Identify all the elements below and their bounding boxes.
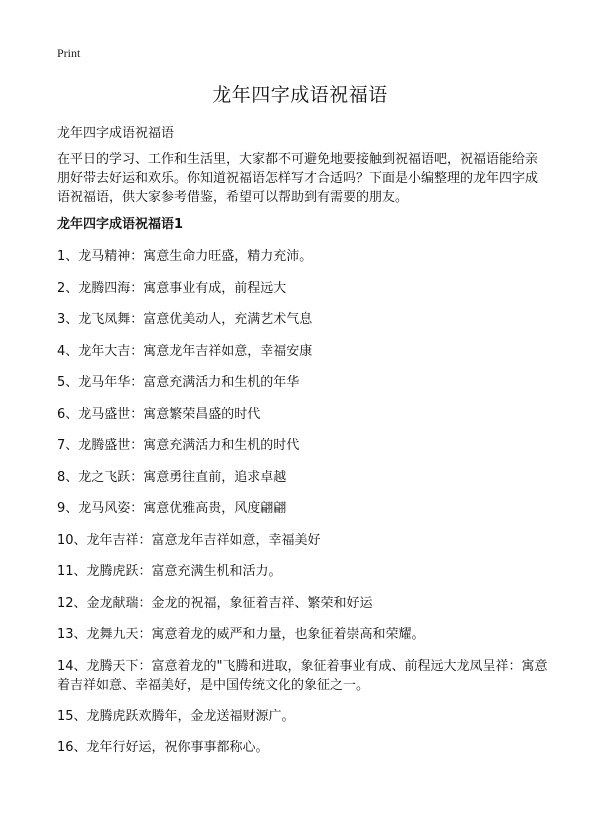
list-item: 13、龙舞九天：寓意着龙的威严和力量，也象征着崇高和荣耀。 bbox=[57, 627, 425, 642]
list-item: 14、龙腾天下：富意着龙的"飞腾和进取，象征着事业有成、前程远大龙凤呈祥：寓意着吉祥如意、幸福美好，是中国传统文化的象征之一。 bbox=[57, 658, 548, 693]
list-item: 1、龙马精神：寓意生命力旺盛，精力充沛。 bbox=[57, 249, 313, 264]
print-link[interactable]: Print bbox=[57, 46, 81, 60]
list-item: 2、龙腾四海：寓意事业有成，前程远大 bbox=[57, 280, 287, 296]
list-item: 6、龙马盛世：寓意繁荣昌盛的时代 bbox=[57, 406, 261, 422]
section-heading: 龙年四字成语祝福语1 bbox=[57, 217, 184, 232]
page-title: 龙年四字成语祝福语 bbox=[212, 84, 388, 106]
list-item: 15、龙腾虎跃欢腾年，金龙送福财源广。 bbox=[57, 708, 295, 724]
intro-paragraph: 在平日的学习、工作和生活里，大家都不可避免地要接触到祝福语吧，祝福语能给亲朋好带去好运和欢乐。你知道祝福语怎样写才合适吗？下面是小编整理的龙年四字成语祝福语，供大家参考借鉴，希望可以帮助到有需要的朋友。 bbox=[57, 152, 539, 205]
list-item: 5、龙马年华：富意充满活力和生机的年华 bbox=[57, 375, 300, 390]
list-item: 9、龙马风姿：寓意优雅高贵，风度翩翩 bbox=[57, 501, 287, 516]
list-item: 8、龙之飞跃：寓意勇往直前，追求卓越 bbox=[57, 469, 287, 485]
blessing-list bbox=[57, 247, 557, 770]
list-item: 12、金龙献瑞：金龙的祝福，象征着吉祥、繁荣和好运 bbox=[57, 595, 373, 611]
list-item: 3、龙飞凤舞：富意优美动人，充满艺术气息 bbox=[57, 312, 313, 327]
list-item: 10、龙年吉祥：富意龙年吉祥如意，幸福美好 bbox=[57, 532, 321, 548]
document-subtitle: 龙年四字成语祝福语 bbox=[57, 126, 175, 141]
list-item: 7、龙腾盛世：寓意充满活力和生机的时代 bbox=[57, 438, 300, 453]
list-item: 11、龙腾虎跃：富意充满生机和活力。 bbox=[57, 564, 282, 579]
list-item: 4、龙年大吉：寓意龙年吉祥如意，幸福安康 bbox=[57, 343, 313, 359]
list-item: 16、龙年行好运，祝你事事都称心。 bbox=[57, 740, 269, 755]
